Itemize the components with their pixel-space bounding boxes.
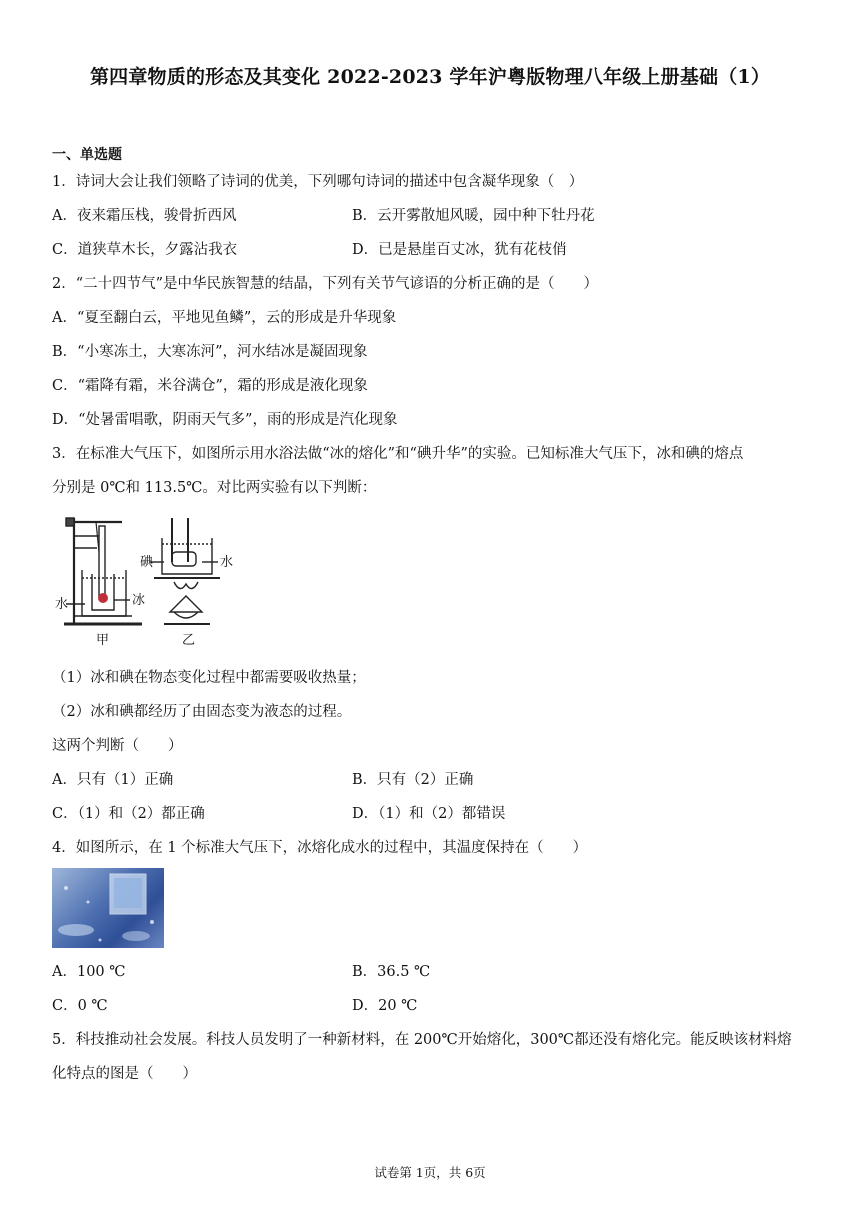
q1-option-a: A．夜来霜压栈，骏骨折西风	[52, 208, 237, 224]
q3-judgement-1: （1）冰和碘在物态变化过程中都需要吸收热量；	[52, 670, 366, 686]
label-water: 水	[55, 597, 69, 612]
question-5-stem-line2: 化特点的图是（ ）	[52, 1066, 197, 1082]
page-footer: 试卷第 1页，共 6页	[374, 1165, 486, 1180]
q3-ask: 这两个判断（ ）	[52, 738, 183, 754]
label-yi: 乙	[182, 633, 196, 648]
q3-option-b: B．只有（2）正确	[352, 772, 474, 788]
q2-option-d: D．“处暑雷唱歌，阴雨天气多”，雨的形成是汽化现象	[52, 412, 398, 428]
label-jia: 甲	[96, 633, 110, 648]
section-heading: 一、单选题	[52, 147, 122, 163]
label-iodine: 碘	[140, 555, 154, 570]
figure-yi	[150, 518, 220, 624]
question-2-stem: 2．“二十四节气”是中华民族智慧的结晶，下列有关节气谚语的分析正确的是（ ）	[52, 276, 599, 292]
q1-option-b: B．云开雾散旭风暖，园中种下牡丹花	[352, 208, 595, 224]
q2-option-a: A．“夏至翻白云，平地见鱼鳞”，云的形成是升华现象	[52, 310, 397, 326]
label-water-2: 水	[220, 555, 234, 570]
q3-option-c: C．（1）和（2）都正确	[52, 806, 205, 822]
q3-option-d: D．（1）和（2）都错误	[352, 806, 506, 822]
question-3-stem-line2: 分别是 0℃和 113.5℃。对比两实验有以下判断：	[52, 480, 377, 496]
q3-option-a: A．只有（1）正确	[52, 772, 174, 788]
q4-option-c: C．0 ℃	[52, 998, 108, 1014]
question-1-stem: 1．诗词大会让我们领略了诗词的优美，下列哪句诗词的描述中包含凝华现象（ ）	[52, 174, 584, 190]
q4-option-a: A．100 ℃	[52, 964, 126, 980]
q1-option-c: C．道狭草木长，夕露沾我衣	[52, 242, 238, 258]
q1-option-d: D．已是悬崖百丈冰，犹有花枝俏	[352, 242, 567, 258]
ice-cube-photo	[52, 868, 164, 948]
page-title: 第四章物质的形态及其变化 2022-2023 学年沪粤版物理八年级上册基础（1）	[89, 66, 771, 88]
q3-judgement-2: （2）冰和碘都经历了由固态变为液态的过程。	[52, 704, 352, 720]
experiment-figure	[52, 512, 252, 652]
q4-option-d: D．20 ℃	[352, 998, 418, 1014]
question-5-stem-line1: 5．科技推动社会发展。科技人员发明了一种新材料，在 200℃开始熔化，300℃都还没有熔化完。能反映该材料熔	[52, 1032, 792, 1048]
q4-option-b: B．36.5 ℃	[352, 964, 431, 980]
label-ice: 冰	[132, 593, 146, 608]
q2-option-b: B．“小寒冻土，大寒冻河”，河水结冰是凝固现象	[52, 344, 368, 360]
figure-jia	[64, 518, 142, 624]
question-3-stem-line1: 3．在标准大气压下，如图所示用水浴法做“冰的熔化”和“碘升华”的实验。已知标准大气压下，冰和碘的熔点	[52, 446, 744, 462]
q2-option-c: C．“霜降有霜，米谷满仓”，霜的形成是液化现象	[52, 378, 368, 394]
question-4-stem: 4．如图所示，在 1 个标准大气压下，冰熔化成水的过程中，其温度保持在（ ）	[52, 840, 588, 856]
